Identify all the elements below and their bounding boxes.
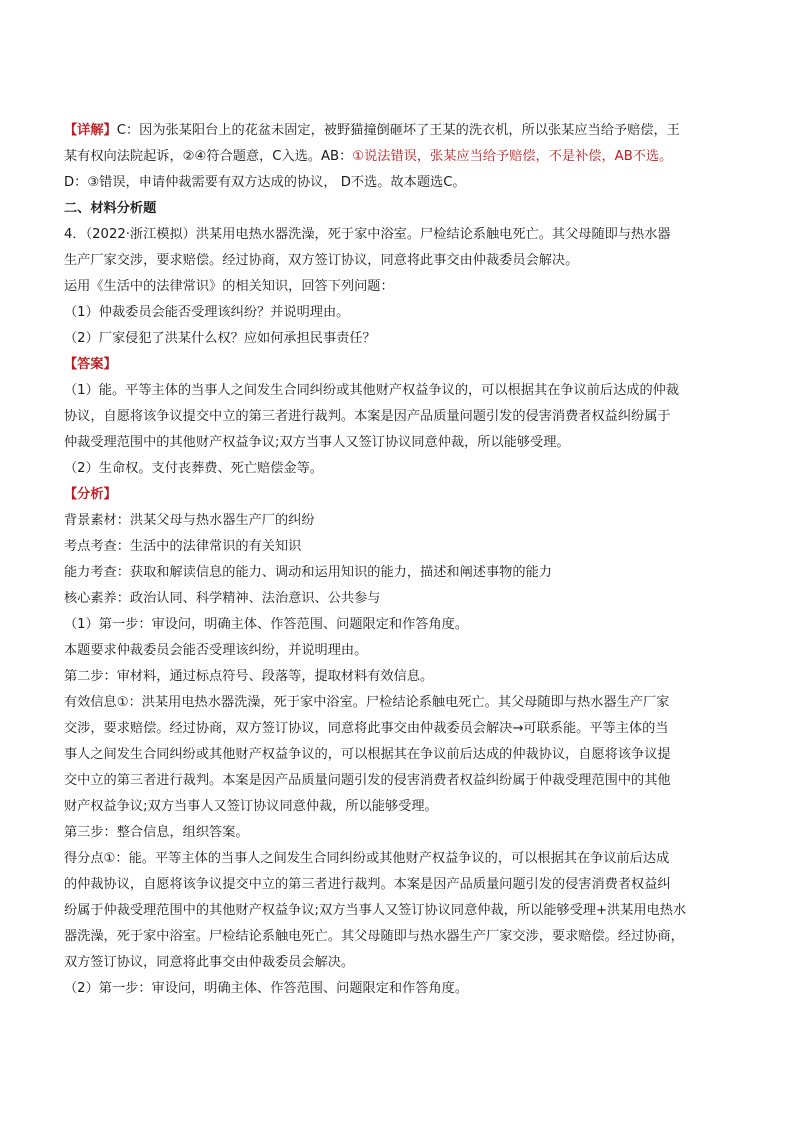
answer-line-3: 仲裁受理范围中的其他财产权益争议;双方当事人又签订协议同意仲裁，所以能够受理。 [64,435,570,450]
analysis-line: 第二步：审材料，通过标点符号、段落等，提取材料有效信息。 [64,669,434,684]
xiangjie-line-3: D：③错误，申请仲裁需要有双方达成的协议， D不选。故本题选C。 [64,175,466,190]
xiangjie-line-2 [64,147,734,167]
xiangjie-text-1: C：因为张某阳台上的花盆未固定，被野猫撞倒砸坏了王某的洗衣机，所以张某应当给予赔偿，王 [116,123,680,138]
xiangjie-text-2b: ①说法错误，张某应当给予赔偿，不是补偿，AB不选。 [352,149,673,164]
question-line-2: 生产厂家交涉，要求赔偿。经过协商，双方签订协议，同意将此事交由仲裁委员会解决。 [64,253,579,268]
answer-line-1: （1）能。平等主体的当事人之间发生合同纠纷或其他财产权益争议的，可以根据其在争议前后达成的仲裁 [64,383,680,398]
answer-line-4: （2）生命权。支付丧葬费、死亡赔偿金等。 [64,461,323,476]
analysis-line: 交中立的第三者进行裁判。本案是因产品质量问题引发的侵害消费者权益纠纷属于仲裁受理范围中的其他 [64,773,671,788]
analysis-line: 有效信息①：洪某用电热水器洗澡，死于家中浴室。尸检结论系触电死亡。其父母随即与热水器生产厂家 [64,695,670,710]
analysis-line: 得分点①：能。平等主体的当事人之间发生合同纠纷或其他财产权益争议的，可以根据其在争议前后达成 [64,851,670,866]
analysis-line: 双方签订协议，同意将此事交由仲裁委员会解决。 [64,955,355,970]
xiangjie-line-1 [64,121,734,141]
answer-tag: 【答案】 [64,357,117,372]
analysis-line: 财产权益争议;双方当事人又签订协议同意仲裁，所以能够受理。 [64,799,438,814]
question-line-1: 4．（2022·浙江模拟）洪某用电热水器洗澡，死于家中浴室。尸检结论系触电死亡。其父母随即与热水器 [64,227,671,242]
document-body [64,121,734,999]
analysis-line: 能力考查：获取和解读信息的能力、调动和运用知识的能力，描述和阐述事物的能力 [64,565,552,580]
analysis-line: 背景素材：洪某父母与热水器生产厂的纠纷 [64,513,315,528]
analysis-line: （1）第一步：审设问，明确主体、作答范围、问题限定和作答角度。 [64,617,469,632]
analysis-line: 器洗澡，死于家中浴室。尸检结论系触电死亡。其父母随即与热水器生产厂家交涉，要求赔偿。经过协商， [64,929,684,944]
analysis-line: 事人之间发生合同纠纷或其他财产权益争议的，可以根据其在争议前后达成的仲裁协议，自愿将该争议提 [64,747,671,762]
answer-line-2: 协议，自愿将该争议提交中立的第三者进行裁判。本案是因产品质量问题引发的侵害消费者权益纠纷属于 [64,409,671,424]
question-sub-2: （2）厂家侵犯了洪某什么权？应如何承担民事责任？ [64,331,376,346]
section-title: 二、材料分析题 [64,201,157,216]
analysis-line: 本题要求仲裁委员会能否受理该纠纷，并说明理由。 [64,643,368,658]
analysis-line: 考点考查：生活中的法律常识的有关知识 [64,539,302,554]
analysis-line: 纷属于仲裁受理范围中的其他财产权益争议;双方当事人又签订协议同意仲裁，所以能够受理+洪某用电热水 [64,903,687,918]
analysis-line: 的仲裁协议，自愿将该争议提交中立的第三者进行裁判。本案是因产品质量问题引发的侵害消费者权益纠 [64,877,671,892]
analysis-line: 交涉，要求赔偿。经过协商，双方签订协议，同意将此事交由仲裁委员会解决→可联系能。平等主体的当 [64,721,669,736]
analysis-line: 第三步：整合信息，组织答案。 [64,825,249,840]
question-line-3: 运用《生活中的法律常识》的相关知识，回答下列问题： [64,279,394,294]
analysis-tag: 【分析】 [64,487,117,502]
xiangjie-tag: 【详解】 [64,123,117,138]
question-sub-1: （1）仲裁委员会能否受理该纠纷？并说明理由。 [64,305,350,320]
xiangjie-text-2a: 某有权向法院起诉，②④符合题意，C入选。AB： [64,149,353,164]
analysis-line: （2）第一步：审设问，明确主体、作答范围、问题限定和作答角度。 [64,981,469,996]
analysis-line: 核心素养：政治认同、科学精神、法治意识、公共参与 [64,591,381,606]
